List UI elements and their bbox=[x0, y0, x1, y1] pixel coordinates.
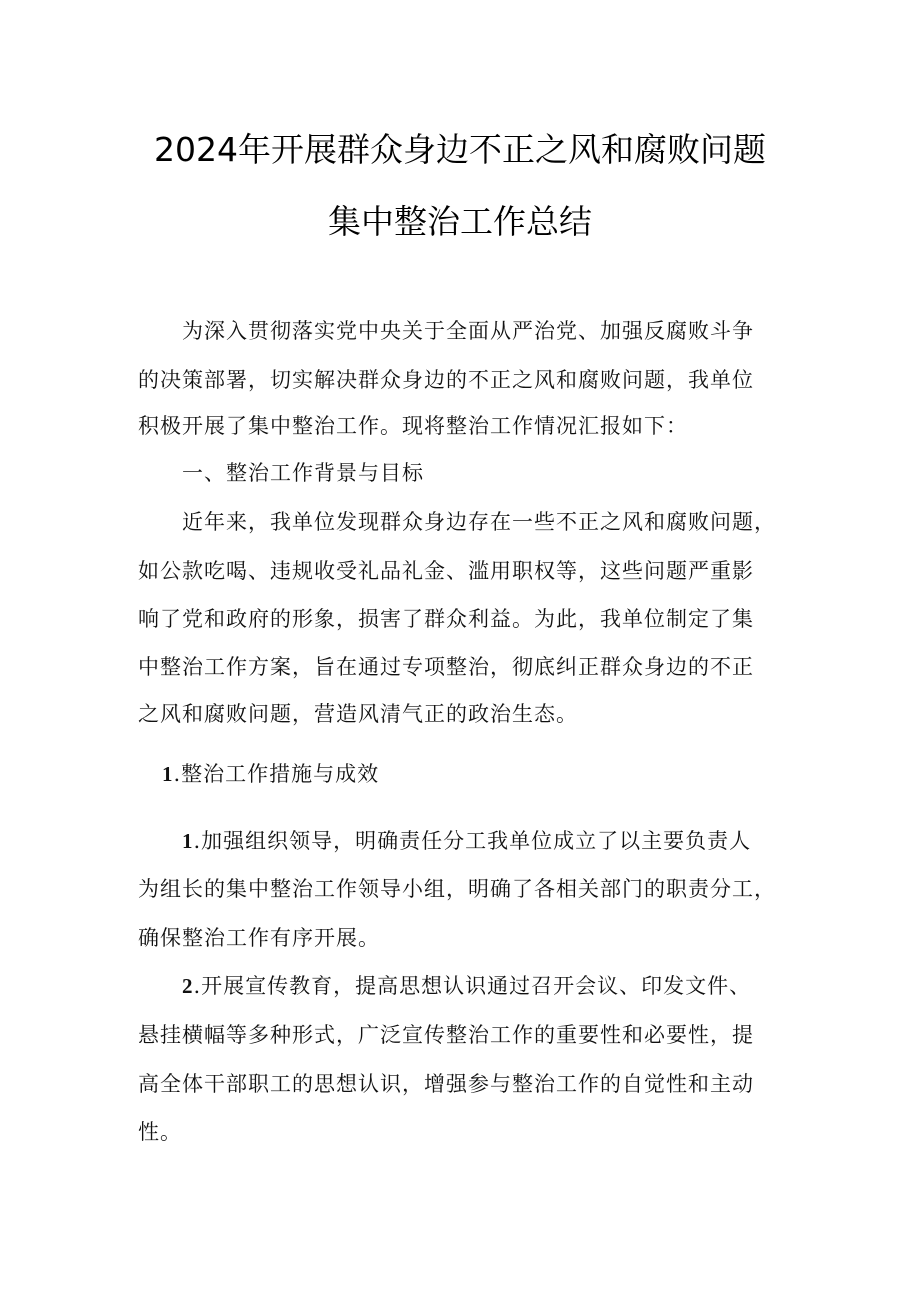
item-line bbox=[182, 825, 842, 855]
intro-line: 的决策部署，切实解决群众身边的不正之风和腐败问题，我单位 bbox=[138, 368, 754, 392]
section-heading: 一、整治工作背景与目标 bbox=[182, 461, 424, 485]
item-line: 确保整治工作有序开展。 bbox=[138, 926, 380, 950]
item-line: 悬挂横幅等多种形式，广泛宣传整治工作的重要性和必要性，提 bbox=[138, 1023, 754, 1047]
item-number: 2 bbox=[182, 974, 194, 998]
section-body-line: 之风和腐败问题，营造风清气正的政治生态。 bbox=[138, 702, 578, 726]
section-heading-text: .整治工作措施与成效 bbox=[173, 762, 380, 786]
section-body-line: 如公款吃喝、违规收受礼品礼金、滥用职权等，这些问题严重影 bbox=[138, 559, 754, 583]
intro-line: 为深入贯彻落实党中央关于全面从严治党、加强反腐败斗争 bbox=[182, 319, 754, 343]
item-text: .加强组织领导，明确责任分工我单位成立了以主要负责人 bbox=[193, 829, 752, 853]
section-body-line: 响了党和政府的形象，损害了群众利益。为此，我单位制定了集 bbox=[138, 607, 754, 631]
item-line: 为组长的集中整治工作领导小组，明确了各相关部门的职责分工， bbox=[138, 877, 776, 901]
section-body-line: 中整治工作方案，旨在通过专项整治，彻底纠正群众身边的不正 bbox=[138, 655, 754, 679]
item-line: 高全体干部职工的思想认识，增强参与整治工作的自觉性和主动 bbox=[138, 1072, 754, 1096]
section-heading-2 bbox=[162, 758, 822, 788]
section-body-line: 近年来，我单位发现群众身边存在一些不正之风和腐败问题， bbox=[182, 510, 776, 534]
intro-line: 积极开展了集中整治工作。现将整治工作情况汇报如下： bbox=[138, 414, 688, 438]
document-title-line1: 2024年开展群众身边不正之风和腐败问题 bbox=[154, 130, 766, 169]
section-number: 1 bbox=[162, 762, 174, 786]
item-line bbox=[182, 970, 842, 1000]
document-title-line2: 集中整治工作总结 bbox=[328, 202, 592, 241]
item-number: 1 bbox=[182, 829, 194, 853]
item-line: 性。 bbox=[138, 1120, 182, 1144]
item-text: .开展宣传教育，提高思想认识通过召开会议、印发文件、 bbox=[193, 974, 752, 998]
